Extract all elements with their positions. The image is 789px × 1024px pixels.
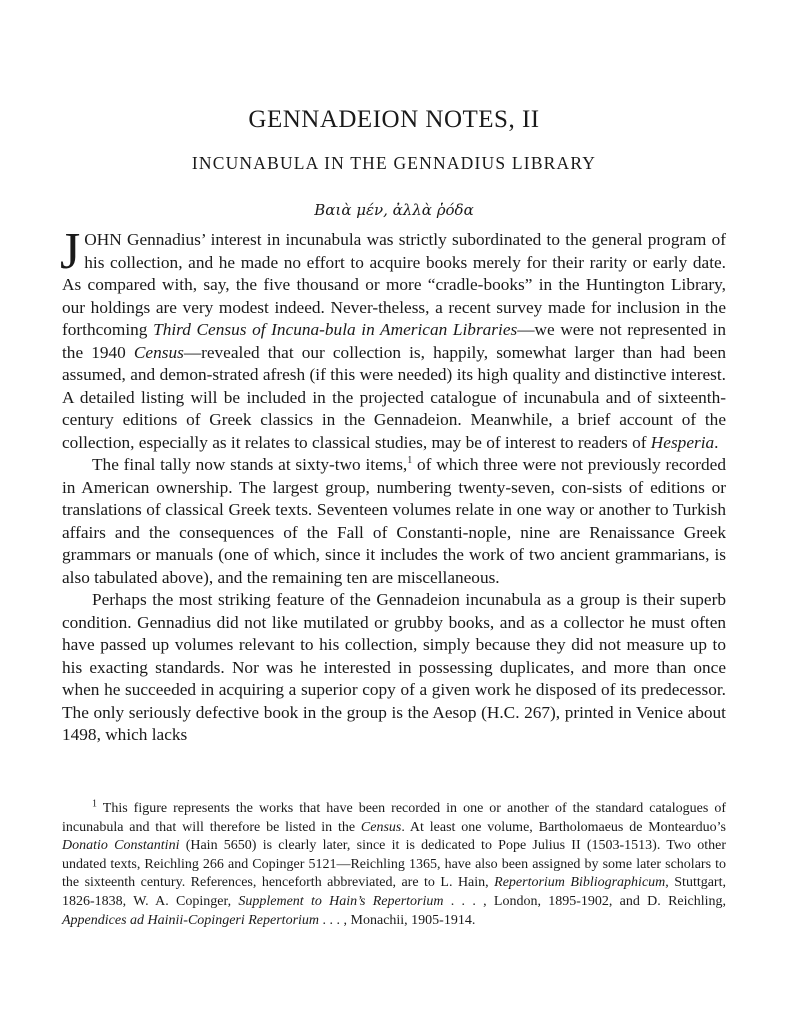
paragraph-2 xyxy=(62,454,726,589)
paragraph-3 xyxy=(62,589,726,747)
footnote-marker: 1 xyxy=(92,798,97,810)
lead-in-caps: OHN xyxy=(84,230,122,249)
footnotes xyxy=(62,800,726,930)
paragraph-1-text: Gennadius’ interest in incunabula was strictly subordinated to the general program of his collection, and he made no effort to acquire books merely for their rarity or early date. As compared with, say, the five thousand or more “cradle-books” in the Huntington Library, our holdings are very modest indeed. Never-theless, a recent survey made for inclusion in the forthcoming xyxy=(62,230,726,339)
footnote-text: . . . , Monachii, 1905-1914. xyxy=(319,912,476,928)
paragraph-1-text: . xyxy=(714,432,719,452)
paragraph-2-text: of which three were not previously recorded in American ownership. The largest group, numbering twenty-seven, con-sists of editions or translations of classical Greek texts. Seventeen volumes relate in one way or another to Turkish affairs and the consequences of the Fall of Constanti-nople, nine are Renaissance Greek grammars or manuals (one of which, since it includes the work of two ancient grammarians, is also tabulated above), and the remaining ten are miscellaneous. xyxy=(62,455,726,587)
footnote-ref: 1 xyxy=(407,455,413,467)
footnote-italic: Census xyxy=(360,819,402,835)
footnote-text: . . . , London, 1895-1902, and D. Reichling, xyxy=(443,893,726,909)
footnote-text: . At least one volume, Bartholomaeus de Montearduo’s xyxy=(401,819,726,835)
footnote-italic: Supplement to Hain’s Repertorium xyxy=(238,893,444,909)
footnote-1 xyxy=(62,800,726,930)
book-title-census: Census xyxy=(133,342,184,362)
footnote-text: , Stuttgart, 1826-1838, W. A. Copinger, xyxy=(62,875,726,909)
body-text xyxy=(60,223,726,747)
footnote-italic: Donatio Constantini xyxy=(62,838,180,854)
drop-cap: J xyxy=(60,223,81,280)
article-title: GENNADEION NOTES, II xyxy=(248,106,540,133)
paragraph-3-text: Perhaps the most striking feature of the Gennadeion incunabula as a group is their superb condition. Gennadius did not like mutilated or grubby books, and as a collector he must often have passed up volumes relevant to his collection, simply because they did not measure up to his exacting standards. Nor was he interested in possessing duplicates, and more than once when he succeeded in acquiring a superior copy of a given work he disposed of its predecessor. The only seriously defective book in the group is the Aesop (H.C. 267), printed in Venice about 1498, which lacks xyxy=(62,590,726,744)
greek-epigraph: Βαιὰ μέν, ἀλλὰ ῥόδα xyxy=(314,201,474,219)
article-subtitle: INCUNABULA IN THE GENNADIUS LIBRARY xyxy=(191,153,597,173)
book-title-third-census: Third Census of Incuna-bula in American Libraries xyxy=(153,320,518,339)
journal-title-hesperia: Hesperia xyxy=(650,432,715,452)
paragraph-2-text: The final tally now stands at sixty-two items, xyxy=(92,455,408,474)
paragraph-1 xyxy=(60,223,726,454)
footnote-italic: Repertorium Bibliographicum xyxy=(494,875,666,891)
paragraph-1-text: —we were not represented in the 1940 xyxy=(62,320,726,362)
paragraph-1-text: —revealed that our collection is, happily, somewhat larger than had been assumed, and demon-strated afresh (if this were needed) its high quality and distinctive interest. A detailed listing will be included in the projected catalogue of incunabula and of sixteenth-century editions of Greek classics in the Gennadeion. Meanwhile, a brief account of the collection, especially as it relates to classical studies, may be of interest to readers of xyxy=(62,342,726,452)
footnote-italic: Appendices ad Hainii-Copingeri Repertorium xyxy=(62,912,320,928)
footnote-text: (Hain 5650) is clearly later, since it is dedicated to Pope Julius II (1503-1513). Two other undated texts, Reichling 266 and Copinger 5121—Reichling 1365, have also been assigned by some later scholars to the sixteenth century. References, henceforth abbreviated, are to L. Hain, xyxy=(62,838,727,891)
footnote-text: This figure represents the works that have been recorded in one or another of the standard catalogues of incunabula and that will therefore be listed in the xyxy=(62,801,726,835)
